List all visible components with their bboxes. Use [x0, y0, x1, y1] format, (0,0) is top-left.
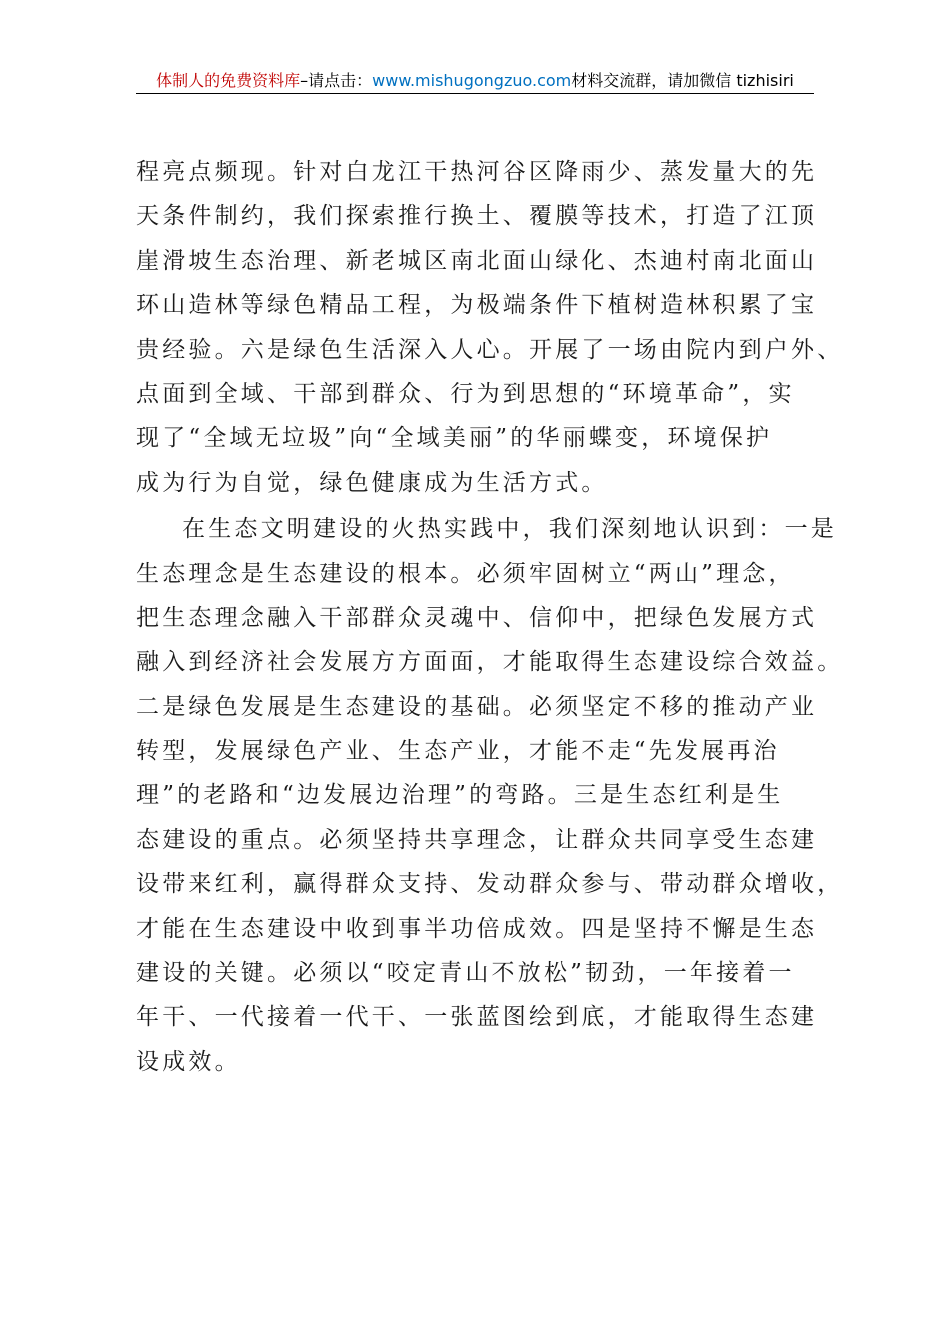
text-line: 设成效。	[136, 1048, 241, 1075]
paragraph-2	[136, 507, 844, 1084]
text-line: 融入到经济社会发展方方面面，才能取得生态建设综合效益。	[136, 649, 844, 676]
text-line: 转型，发展绿色产业、生态产业，才能不走“先发展再治	[136, 738, 780, 765]
text-line: 年干、一代接着一代干、一张蓝图绘到底，才能取得生态建	[136, 1004, 818, 1031]
header-url-link[interactable]: www.mishugongzuo.com	[372, 71, 572, 90]
text-line: 态建设的重点。必须坚持共享理念，让群众共同享受生态建	[136, 826, 818, 853]
text-line: 把生态理念融入干部群众灵魂中、信仰中，把绿色发展方式	[136, 604, 818, 631]
document-body	[136, 150, 844, 1084]
text-line: 程亮点频现。针对白龙江干热河谷区降雨少、蒸发量大的先	[136, 159, 818, 185]
text-line: 建设的关键。必须以“咬定青山不放松”韧劲，一年接着一	[136, 960, 795, 987]
text-line: 现了“全域无垃圾”向“全域美丽”的华丽蝶变，环境保护	[136, 425, 773, 452]
text-line: 天条件制约，我们探索推行换土、覆膜等技术，打造了江顶	[136, 203, 818, 230]
text-line: 贵经验。六是绿色生活深入人心。开展了一场由院内到户外、	[136, 336, 844, 363]
text-line: 理”的老路和“边发展边治理”的弯路。三是生态红利是生	[136, 782, 784, 809]
text-line: 设带来红利，赢得群众支持、发动群众参与、带动群众增收，	[136, 871, 844, 898]
header-brand: 体制人的免费资料库	[156, 71, 301, 90]
text-line: 在生态文明建设的火热实践中，我们深刻地认识到：一是	[182, 516, 837, 543]
header-note: 材料交流群，请加微信 tizhisiri	[571, 71, 794, 90]
text-line: 崖滑坡生态治理、新老城区南北面山绿化、杰迪村南北面山	[136, 247, 818, 274]
text-line: 生态理念是生态建设的根本。必须牢固树立“两山”理念，	[136, 560, 795, 587]
text-line: 二是绿色发展是生态建设的基础。必须坚定不移的推动产业	[136, 693, 818, 720]
text-line: 点面到全域、干部到群众、行为到思想的“环境革命”，实	[136, 380, 795, 407]
text-line: 才能在生态建设中收到事半功倍成效。四是坚持不懈是生态	[136, 915, 818, 942]
header-prompt: –请点击：	[300, 71, 373, 90]
paragraph-1	[136, 150, 844, 505]
text-line: 环山造林等绿色精品工程，为极端条件下植树造林积累了宝	[136, 292, 818, 319]
page-header	[136, 68, 814, 94]
text-line: 成为行为自觉，绿色健康成为生活方式。	[136, 469, 608, 496]
